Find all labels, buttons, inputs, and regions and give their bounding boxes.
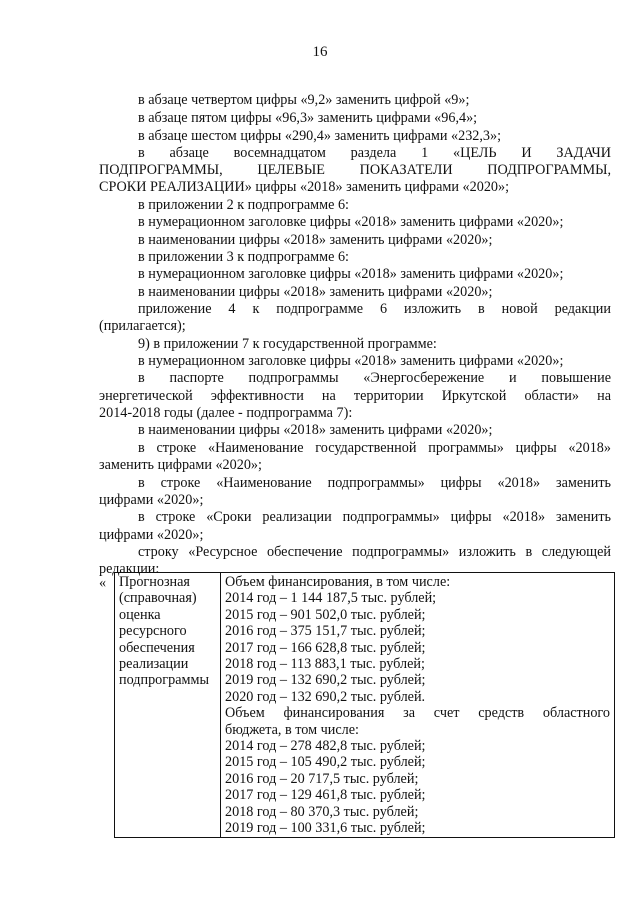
paragraph-line: цифрами «2020»;	[99, 527, 204, 543]
regional-funding-line: 2019 год – 100 331,6 тыс. рублей;	[225, 820, 426, 837]
paragraph-line: в абзаце пятом цифры «96,3» заменить цифрами «96,4»;	[138, 110, 478, 126]
regional-funding-line: 2016 год – 20 717,5 тыс. рублей;	[225, 770, 419, 787]
row-label-cell	[115, 573, 221, 838]
label-line: Прогнозная	[119, 574, 190, 590]
regional-funding-line: 2017 год – 129 461,8 тыс. рублей;	[225, 787, 426, 804]
paragraph-line: 2014-2018 годы (далее - подпрограмма 7):	[99, 405, 353, 421]
label-line: подпрограммы	[119, 672, 209, 689]
regional-funding-line: 2015 год – 105 490,2 тыс. рублей;	[225, 754, 426, 771]
paragraph-line: СРОКИ РЕАЛИЗАЦИИ» цифры «2018» заменить цифрами «2020»;	[99, 179, 510, 195]
paragraph-line: ПОДПРОГРАММЫ, ЦЕЛЕВЫЕ ПОКАЗАТЕЛИ ПОДПРОГРАММЫ,	[99, 162, 611, 178]
label-line: (справочная)	[119, 590, 197, 607]
paragraph-line: в наименовании цифры «2018» заменить цифрами «2020»;	[138, 232, 493, 248]
paragraph-line: в паспорте подпрограммы «Энергосбережение и повышение	[138, 370, 611, 386]
paragraph-line: энергетической эффективности на территории Иркутской области» на	[99, 388, 611, 404]
paragraph-line: в абзаце шестом цифры «290,4» заменить цифрами «232,3»;	[138, 128, 502, 144]
label-line: обеспечения	[119, 639, 195, 656]
paragraph-line: в строке «Наименование государственной программы» цифры «2018»	[138, 440, 611, 456]
paragraph-line: приложение 4 к подпрограмме 6 изложить в новой редакции	[138, 301, 611, 317]
paragraph-line: в приложении 3 к подпрограмме 6:	[138, 249, 349, 265]
paragraph-line: в приложении 2 к подпрограмме 6:	[138, 197, 349, 213]
regional-funding-heading: Объем финансирования за счет средств областного	[225, 705, 610, 722]
funding-line: 2016 год – 375 151,7 тыс. рублей;	[225, 623, 426, 640]
funding-line: 2019 год – 132 690,2 тыс. рублей;	[225, 672, 426, 689]
page-number: 16	[312, 44, 328, 60]
paragraph-line: редакции:	[99, 561, 160, 577]
paragraph-line: в наименовании цифры «2018» заменить цифрами «2020»;	[138, 422, 493, 438]
paragraph-line: 9) в приложении 7 к государственной программе:	[138, 336, 437, 352]
table-row	[115, 573, 615, 838]
funding-line: 2017 год – 166 628,8 тыс. рублей;	[225, 639, 426, 656]
paragraph-line: в нумерационном заголовке цифры «2018» заменить цифрами «2020»;	[138, 266, 564, 282]
paragraph-line: в строке «Сроки реализации подпрограммы» цифры «2018» заменить	[138, 509, 611, 525]
label-line: оценка	[119, 606, 161, 623]
paragraph-line: строку «Ресурсное обеспечение подпрограммы» изложить в следующей	[138, 544, 611, 560]
paragraph-line: в абзаце четвертом цифры «9,2» заменить цифрой «9»;	[138, 92, 470, 108]
regional-funding-line: 2018 год – 80 370,3 тыс. рублей;	[225, 803, 419, 820]
funding-heading: Объем финансирования, в том числе:	[225, 574, 451, 590]
paragraph-line: (прилагается);	[99, 318, 186, 334]
paragraph-line: в нумерационном заголовке цифры «2018» заменить цифрами «2020»;	[138, 353, 564, 369]
paragraph-line: цифрами «2020»;	[99, 492, 204, 508]
funding-line: 2014 год – 1 144 187,5 тыс. рублей;	[225, 590, 437, 607]
page-bottom-area	[114, 872, 615, 912]
paragraph-line: заменить цифрами «2020»;	[99, 457, 262, 473]
funding-line: 2015 год – 901 502,0 тыс. рублей;	[225, 606, 426, 623]
paragraph-line: в строке «Наименование подпрограммы» цифры «2018» заменить	[138, 475, 611, 491]
regional-funding-heading: бюджета, в том числе:	[225, 721, 359, 738]
label-line: ресурсного	[119, 623, 187, 640]
row-value-cell	[221, 573, 615, 838]
resource-provision-table	[114, 572, 615, 838]
label-line: реализации	[119, 656, 189, 673]
regional-funding-line: 2014 год – 278 482,8 тыс. рублей;	[225, 738, 426, 755]
paragraph-line: в наименовании цифры «2018» заменить цифрами «2020»;	[138, 284, 493, 300]
funding-line: 2020 год – 132 690,2 тыс. рублей.	[225, 688, 426, 705]
opening-quote-mark: «	[99, 575, 107, 591]
paragraph-line: в нумерационном заголовке цифры «2018» заменить цифрами «2020»;	[138, 214, 564, 230]
paragraph-line: в абзаце восемнадцатом раздела 1 «ЦЕЛЬ И ЗАДАЧИ	[138, 145, 611, 161]
funding-line: 2018 год – 113 883,1 тыс. рублей;	[225, 656, 425, 673]
